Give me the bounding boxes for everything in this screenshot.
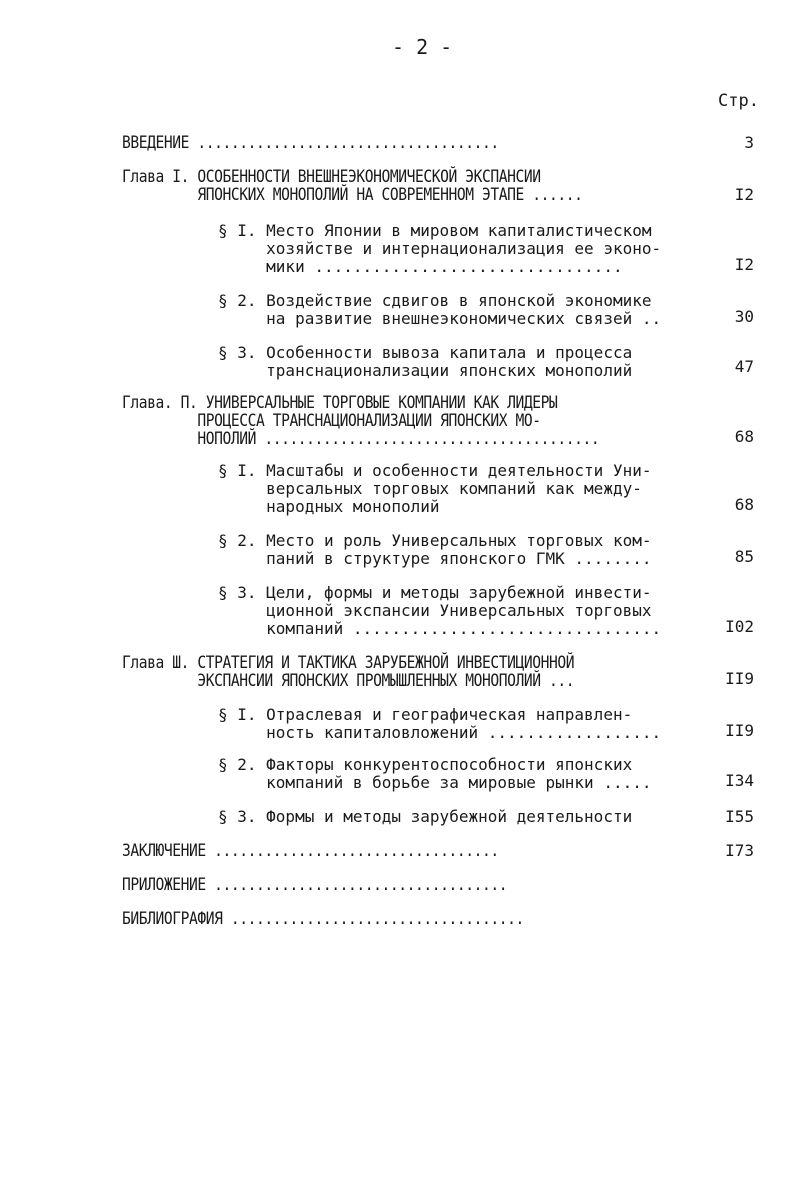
toc-page-number: 30 (734, 307, 754, 326)
toc-section-line: § 2. Место и роль Универсальных торговых ком- (218, 531, 652, 550)
toc-page-number: 68 (734, 427, 754, 446)
toc-section-line: ционной экспансии Универсальных торговых (218, 601, 652, 620)
toc-page-number: 85 (734, 547, 754, 566)
page-column-header: Стр. (718, 91, 759, 111)
toc-chapter-title-line: Глава. П. УНИВЕРСАЛЬНЫЕ ТОРГОВЫЕ КОМПАНИИ КАК ЛИДЕРЫ (122, 393, 558, 413)
toc-page-number: 47 (734, 357, 754, 376)
page-number: - 2 - (392, 35, 453, 59)
toc-page-number: I55 (725, 807, 754, 826)
toc-section-line: народных монополий (218, 497, 440, 516)
toc-section-line: § I. Масштабы и особенности деятельности Уни- (218, 461, 652, 480)
toc-page-number: 3 (744, 133, 754, 152)
toc-page-number: I2 (734, 255, 754, 274)
toc-section-line: паний в структуре японского ГМК ........ (218, 549, 652, 568)
toc-section-line: компаний ................................ (218, 619, 662, 638)
toc-section-line: компаний в борьбе за мировые рынки ..... (218, 773, 652, 792)
toc-section-line: на развитие внешнеэкономических связей .. (218, 309, 662, 328)
toc-section-line: § 2. Факторы конкурентоспособности японских (218, 755, 633, 774)
toc-section-line: хозяйстве и интернационализация ее эконо- (218, 239, 662, 258)
toc-chapter-title-line: Глава Ш. СТРАТЕГИЯ И ТАКТИКА ЗАРУБЕЖНОЙ ИНВЕСТИЦИОННОЙ (122, 653, 575, 673)
toc-entry-label: ПРИЛОЖЕНИЕ ................................... (122, 875, 508, 895)
toc-section-line: § 2. Воздействие сдвигов в японской экономике (218, 291, 652, 310)
toc-section-line: § I. Место Японии в мировом капиталистическом (218, 221, 652, 240)
toc-section-line: ность капиталовложений .................. (218, 723, 662, 742)
toc-section-line: § I. Отраслевая и географическая направлен- (218, 705, 633, 724)
toc-section-line: § 3. Цели, формы и методы зарубежной инвести- (218, 583, 652, 602)
toc-entry-label: БИБЛИОГРАФИЯ ................................... (122, 909, 524, 929)
toc-chapter-title-line: ЯПОНСКИХ МОНОПОЛИЙ НА СОВРЕМЕННОМ ЭТАПЕ ...... (122, 185, 583, 205)
toc-page-number: I2 (734, 185, 754, 204)
toc-chapter-title-line: ЭКСПАНСИИ ЯПОНСКИХ ПРОМЫШЛЕННЫХ МОНОПОЛИЙ ... (122, 671, 575, 691)
toc-section-line: § 3. Особенности вывоза капитала и процесса (218, 343, 633, 362)
toc-page-number: I34 (725, 771, 754, 790)
toc-entry-label: ВВЕДЕНИЕ .................................... (122, 133, 499, 153)
toc-entry-label: ЗАКЛЮЧЕНИЕ .................................. (122, 841, 499, 861)
toc-section-line: мики ................................ (218, 257, 623, 276)
toc-page-number: II9 (725, 669, 754, 688)
toc-section-line: § 3. Формы и методы зарубежной деятельности (218, 807, 633, 826)
toc-page-number: I02 (725, 617, 754, 636)
toc-chapter-title-line: ПРОЦЕССА ТРАНСНАЦИОНАЛИЗАЦИИ ЯПОНСКИХ МО- (122, 411, 541, 431)
toc-page-number: II9 (725, 721, 754, 740)
toc-page-number: 68 (734, 495, 754, 514)
toc-section-line: версальных торговых компаний как между- (218, 479, 642, 498)
toc-chapter-title-line: Глава I. ОСОБЕННОСТИ ВНЕШНЕЭКОНОМИЧЕСКОЙ ЭКСПАНСИИ (122, 167, 541, 187)
toc-section-line: транснационализации японских монополий (218, 361, 633, 380)
toc-chapter-title-line: НОПОЛИЙ ........................................ (122, 429, 600, 449)
toc-page-number: I73 (725, 841, 754, 860)
